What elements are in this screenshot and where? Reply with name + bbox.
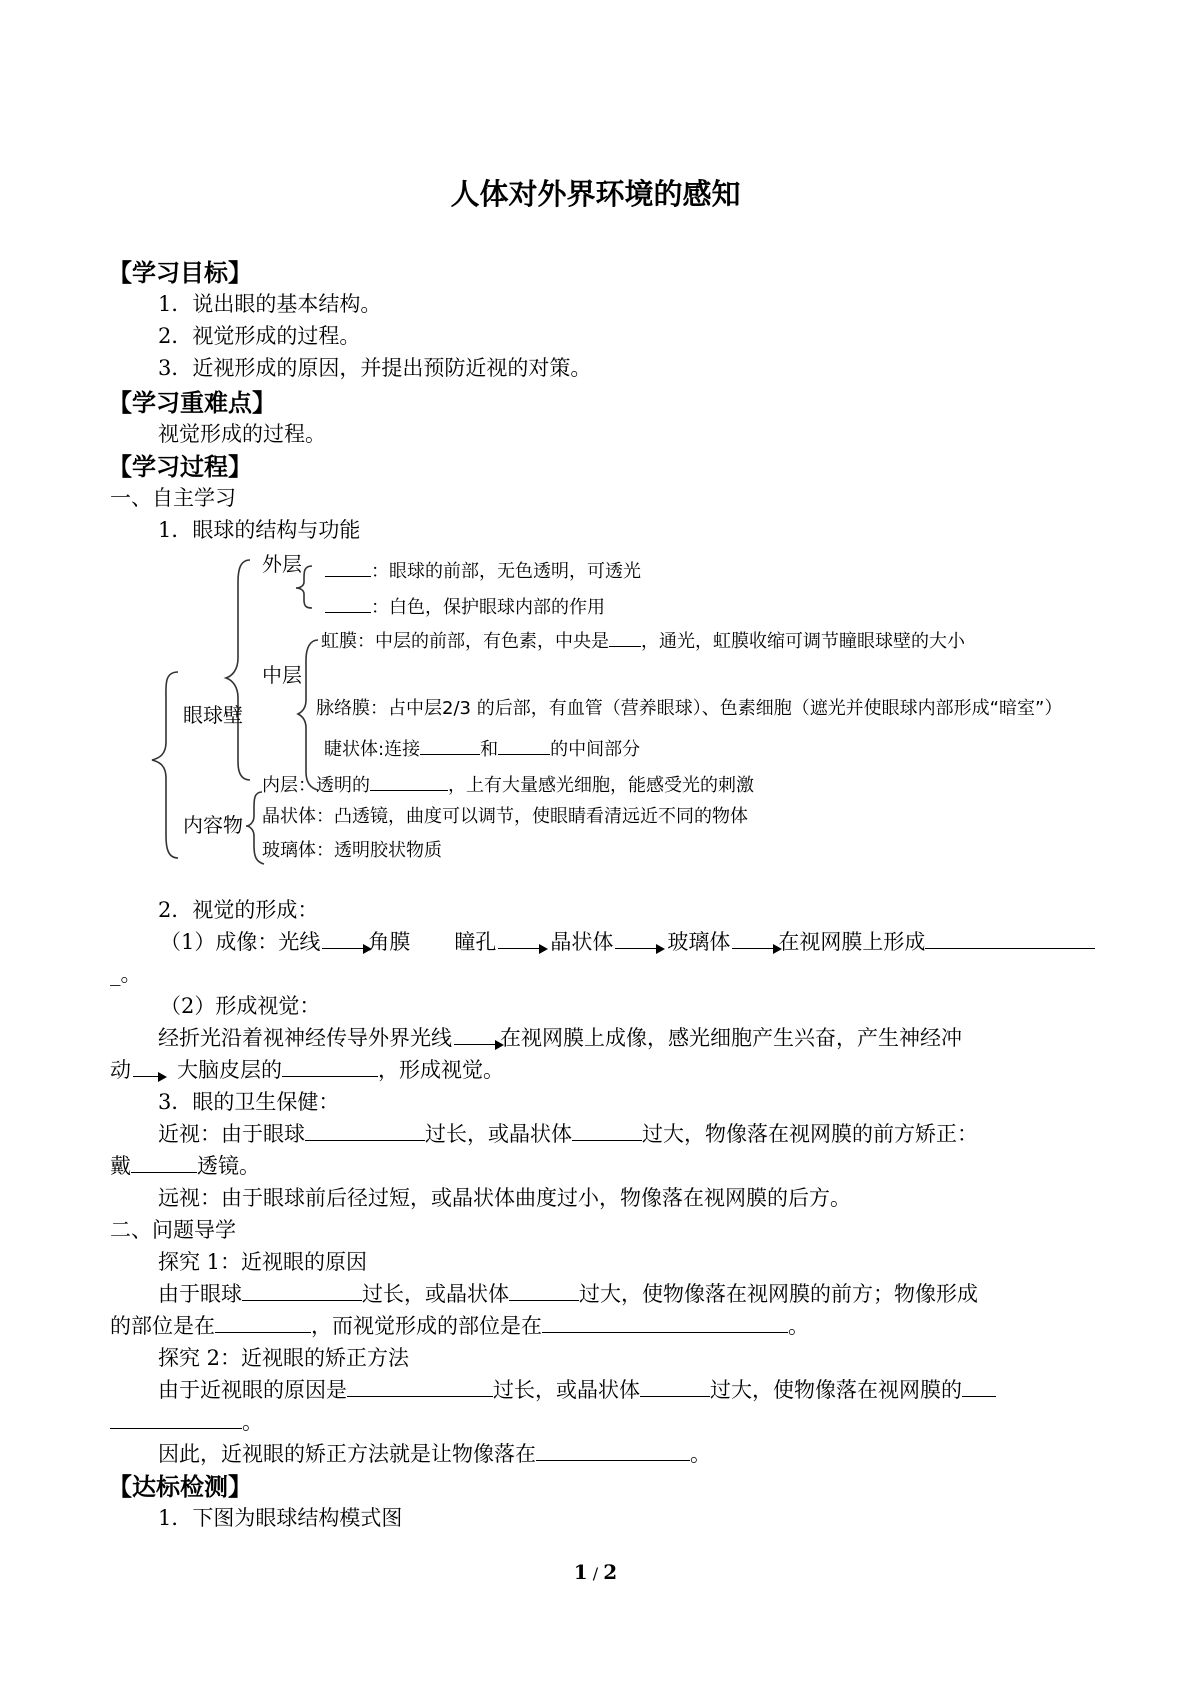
vitreous-line: 玻璃体：透明胶状物质 bbox=[262, 840, 442, 861]
part1-heading: 一、自主学习 bbox=[110, 486, 236, 510]
q2-blank-4[interactable] bbox=[536, 1440, 690, 1461]
q1-blank-4[interactable] bbox=[542, 1312, 788, 1333]
ciliary-blank-2[interactable] bbox=[498, 734, 550, 755]
imaging-line: （1）成像：光线 角膜 瞳孔 晶状体 玻璃体 在视网膜上形成 bbox=[160, 928, 1095, 956]
myopia-blank-2[interactable] bbox=[572, 1120, 642, 1141]
q2-blank-2[interactable] bbox=[640, 1376, 710, 1397]
outer-line-2: ：白色，保护眼球内部的作用 bbox=[325, 592, 605, 619]
q2-line-2: 。 bbox=[110, 1408, 263, 1436]
goal-2: 2．视觉形成的过程。 bbox=[158, 324, 361, 348]
outer-layer-label: 外层 bbox=[262, 552, 302, 576]
test-heading: 【达标检测】 bbox=[108, 1473, 252, 1501]
arrow-icon bbox=[615, 930, 659, 949]
item2-heading: 2．视觉的形成： bbox=[158, 898, 319, 922]
arrow-icon bbox=[732, 930, 776, 949]
goal-3: 3．近视形成的原因，并提出预防近视的对策。 bbox=[158, 356, 592, 380]
ciliary-line: 睫状体:连接 和 的中间部分 bbox=[324, 734, 640, 761]
item3-heading: 3．眼的卫生保健： bbox=[158, 1090, 340, 1114]
part2-heading: 二、问题导学 bbox=[110, 1218, 236, 1242]
test-item-1: 1．下图为眼球结构模式图 bbox=[158, 1506, 403, 1530]
image-blank[interactable] bbox=[925, 928, 1095, 949]
sclera-blank[interactable] bbox=[325, 592, 371, 613]
myopia-blank-1[interactable] bbox=[305, 1120, 425, 1141]
arrow-icon bbox=[498, 930, 542, 949]
page-title: 人体对外界环境的感知 bbox=[450, 177, 741, 211]
middle-layer-label: 中层 bbox=[262, 663, 302, 687]
cornea-blank[interactable] bbox=[325, 556, 371, 577]
q2-blank-1[interactable] bbox=[347, 1376, 493, 1397]
q1-line-1: 由于眼球 过长，或晶状体 过大，使物像落在视网膜的前方；物像形成 bbox=[158, 1282, 978, 1306]
myopia-line-2: 戴 透镜。 bbox=[110, 1154, 260, 1178]
lens-line: 晶状体：凸透镜，曲度可以调节，使眼睛看清远近不同的物体 bbox=[262, 806, 748, 827]
retina-blank[interactable] bbox=[370, 770, 448, 791]
q1-blank-1[interactable] bbox=[242, 1280, 362, 1301]
imaging-end: _。 bbox=[110, 962, 142, 986]
inner-layer-line: 内层：透明的 ，上有大量感光细胞，能感受光的刺激 bbox=[262, 770, 754, 797]
pupil-blank[interactable] bbox=[609, 626, 641, 647]
q2-line-3: 因此，近视眼的矫正方法就是让物像落在 。 bbox=[158, 1442, 711, 1466]
visual-center-blank[interactable] bbox=[282, 1056, 378, 1077]
outer-line-1: ：眼球的前部，无色透明，可透光 bbox=[325, 556, 641, 583]
goal-1: 1．说出眼的基本结构。 bbox=[158, 292, 382, 316]
hyperopia-line: 远视：由于眼球前后径过短，或晶状体曲度过小，物像落在视网膜的后方。 bbox=[158, 1186, 851, 1210]
goals-heading: 【学习目标】 bbox=[108, 259, 252, 287]
q2-blank-3-cont[interactable] bbox=[110, 1408, 242, 1429]
iris-line: 虹膜：中层的前部，有色素，中央是 ，通光，虹膜收缩可调节瞳眼球壁的大小 bbox=[321, 626, 965, 653]
choroid-line: 脉络膜：占中层2/3 的后部，有血管（营养眼球）、色素细胞（遮光并使眼球内部形成“暗室”） bbox=[316, 698, 1063, 719]
eyeball-wall-label: 眼球壁 bbox=[183, 703, 243, 727]
q2-blank-3[interactable] bbox=[962, 1376, 996, 1397]
myopia-line-1: 近视：由于眼球 过长，或晶状体 过大，物像落在视网膜的前方矫正： bbox=[158, 1122, 978, 1146]
q2-line-1: 由于近视眼的原因是 过长，或晶状体 过大，使物像落在视网膜的 bbox=[158, 1376, 996, 1404]
key-heading: 【学习重难点】 bbox=[108, 389, 276, 417]
process-heading: 【学习过程】 bbox=[108, 453, 252, 481]
q1-heading: 探究 1：近视眼的原因 bbox=[158, 1250, 368, 1274]
perception-heading: （2）形成视觉： bbox=[160, 994, 321, 1018]
contents-label: 内容物 bbox=[183, 813, 243, 837]
page-number: 1 / 2 bbox=[573, 1560, 618, 1584]
ciliary-blank-1[interactable] bbox=[420, 734, 480, 755]
perception-line-1: 经折光沿着视神经传导外界光线 在视网膜上成像，感光细胞产生兴奋，产生神经冲 bbox=[158, 1026, 962, 1050]
perception-line-2: 动 大脑皮层的 ，形成视觉。 bbox=[110, 1058, 504, 1082]
lens-type-blank[interactable] bbox=[131, 1152, 197, 1173]
q1-line-2: 的部位是在 ，而视觉形成的部位是在 。 bbox=[110, 1314, 809, 1338]
q1-blank-2[interactable] bbox=[509, 1280, 579, 1301]
arrow-icon bbox=[454, 1026, 498, 1045]
item1-heading: 1．眼球的结构与功能 bbox=[158, 518, 361, 542]
key-text: 视觉形成的过程。 bbox=[158, 422, 326, 446]
arrow-icon bbox=[322, 930, 366, 949]
q2-heading: 探究 2：近视眼的矫正方法 bbox=[158, 1346, 410, 1370]
q1-blank-3[interactable] bbox=[215, 1312, 311, 1333]
arrow-icon bbox=[133, 1058, 161, 1077]
